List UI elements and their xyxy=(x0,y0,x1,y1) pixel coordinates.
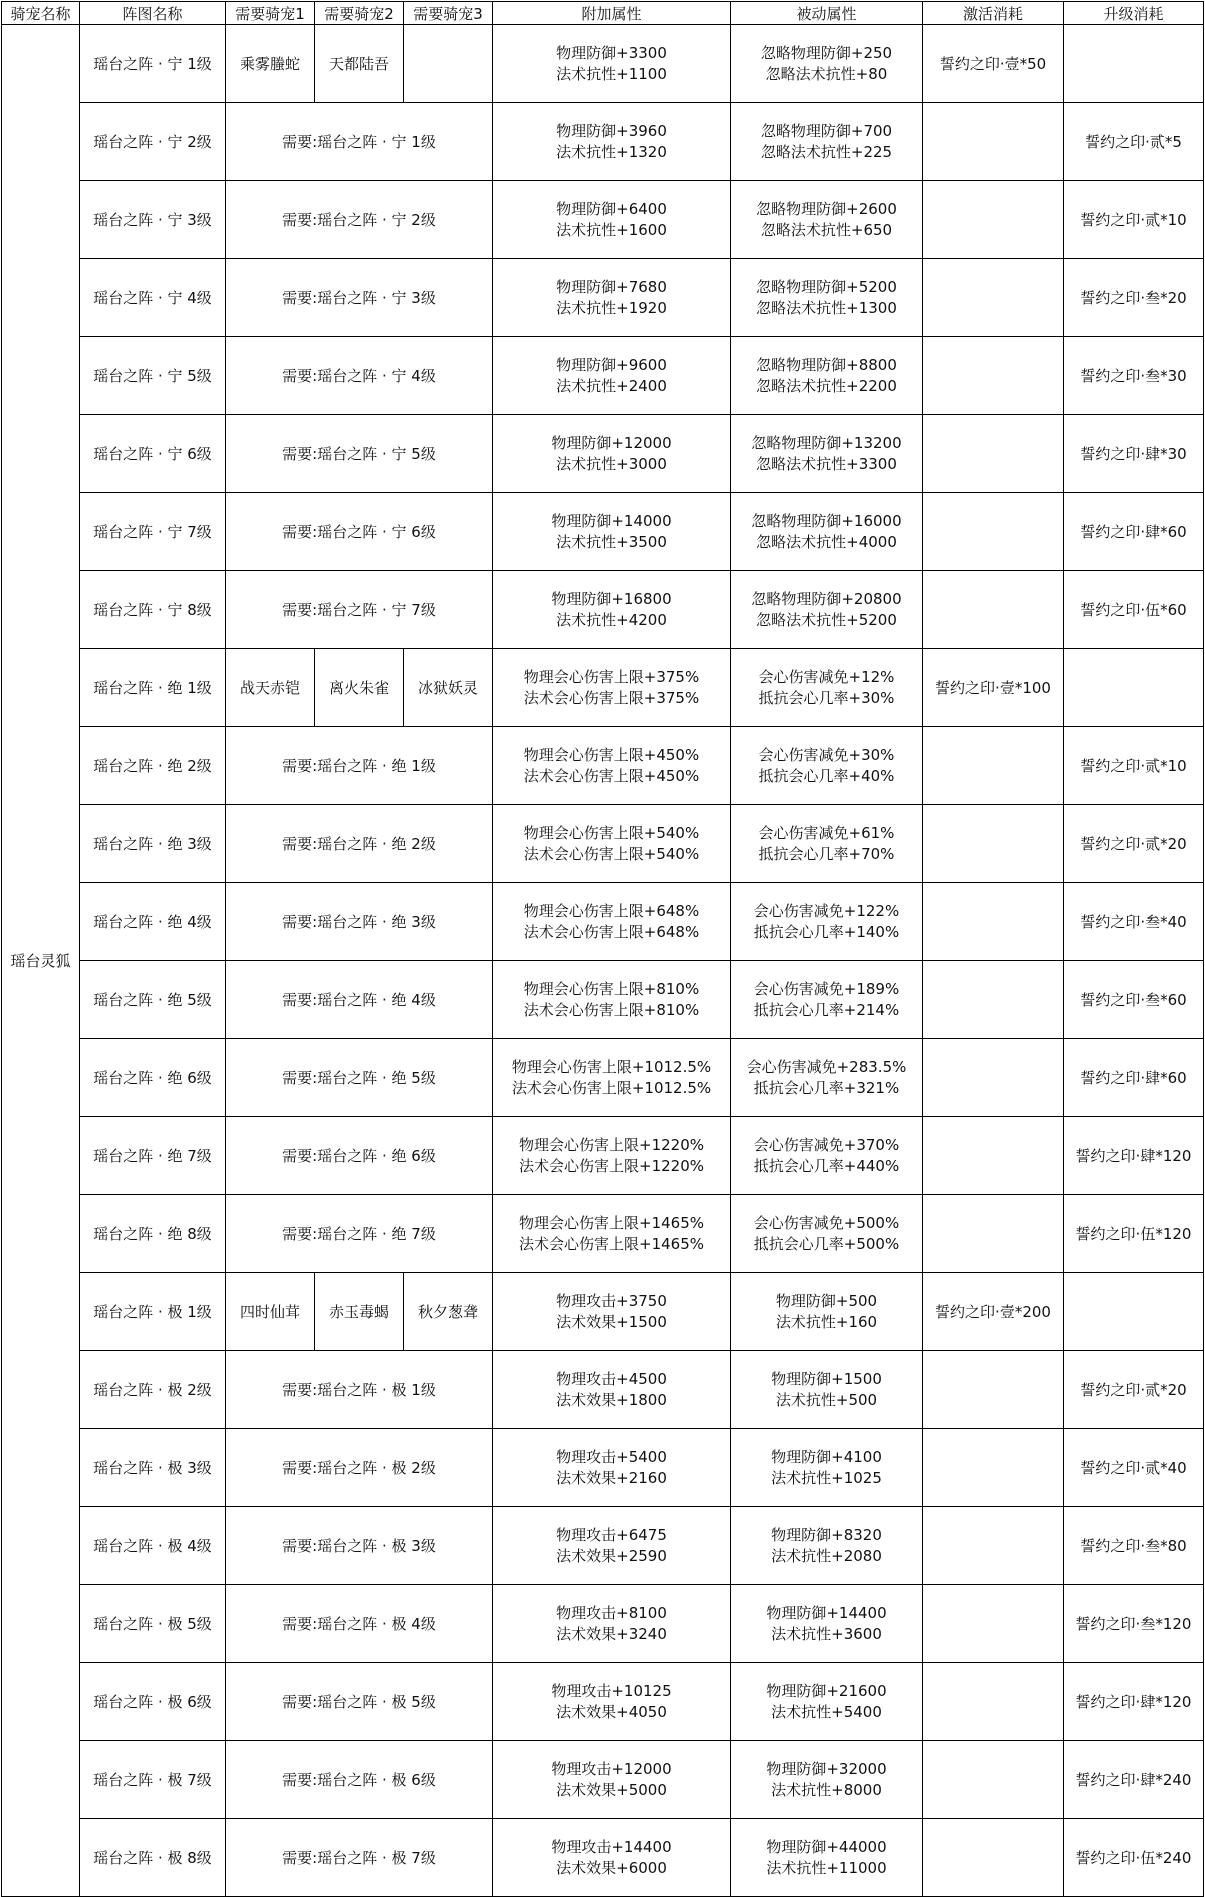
bonus-attributes xyxy=(493,1507,731,1585)
upgrade-cost: 誓约之印·肆*60 xyxy=(1064,493,1204,571)
activation-cost xyxy=(923,493,1064,571)
activation-cost xyxy=(923,1351,1064,1429)
passive-line: 会心伤害减免+283.5% xyxy=(746,1057,907,1076)
passive-attributes xyxy=(731,961,923,1039)
bonus-attributes xyxy=(493,415,731,493)
bonus-attributes xyxy=(493,649,731,727)
bonus-line: 物理会心伤害上限+810% xyxy=(523,979,700,998)
bonus-attributes xyxy=(493,1585,731,1663)
required-pet-2: 天都陆吾 xyxy=(315,25,404,103)
passive-attributes xyxy=(731,1117,923,1195)
upgrade-cost: 誓约之印·肆*120 xyxy=(1064,1663,1204,1741)
passive-attributes xyxy=(731,727,923,805)
header-required-pet-1: 需要骑宠1 xyxy=(226,2,315,25)
formation-name: 瑶台之阵 · 宁 7级 xyxy=(80,493,226,571)
passive-line: 物理防御+14400 xyxy=(766,1603,887,1622)
bonus-line: 物理会心伤害上限+1220% xyxy=(519,1135,704,1154)
bonus-line: 法术抗性+3500 xyxy=(556,532,667,551)
passive-line: 忽略物理防御+5200 xyxy=(756,277,897,296)
table-row xyxy=(2,571,1204,649)
bonus-line: 物理攻击+14400 xyxy=(551,1837,672,1856)
bonus-attributes xyxy=(493,727,731,805)
formation-name: 瑶台之阵 · 绝 4级 xyxy=(80,883,226,961)
activation-cost xyxy=(923,1195,1064,1273)
bonus-line: 法术效果+2590 xyxy=(556,1546,667,1565)
passive-line: 法术抗性+2080 xyxy=(771,1546,882,1565)
passive-line: 物理防御+500 xyxy=(775,1291,878,1310)
passive-line: 忽略物理防御+20800 xyxy=(751,589,902,608)
bonus-line: 法术会心伤害上限+648% xyxy=(523,922,700,941)
bonus-line: 物理防御+14000 xyxy=(551,511,672,530)
required-formation: 需要:瑶台之阵 · 极 7级 xyxy=(226,1819,493,1897)
activation-cost xyxy=(923,571,1064,649)
table-row xyxy=(2,1117,1204,1195)
passive-line: 法术抗性+500 xyxy=(775,1390,878,1409)
upgrade-cost xyxy=(1064,649,1204,727)
passive-attributes xyxy=(731,181,923,259)
passive-line: 抵抗会心几率+140% xyxy=(753,922,900,941)
bonus-line: 法术效果+1800 xyxy=(556,1390,667,1409)
bonus-line: 法术会心伤害上限+1465% xyxy=(519,1234,704,1253)
required-formation: 需要:瑶台之阵 · 宁 6级 xyxy=(226,493,493,571)
bonus-line: 物理攻击+8100 xyxy=(556,1603,667,1622)
bonus-line: 物理防御+3300 xyxy=(556,43,667,62)
passive-line: 抵抗会心几率+321% xyxy=(753,1078,900,1097)
formation-name: 瑶台之阵 · 绝 3级 xyxy=(80,805,226,883)
passive-line: 法术抗性+8000 xyxy=(771,1780,882,1799)
passive-line: 抵抗会心几率+70% xyxy=(758,844,895,863)
passive-line: 忽略物理防御+16000 xyxy=(751,511,902,530)
bonus-line: 法术会心伤害上限+375% xyxy=(523,688,700,707)
bonus-attributes xyxy=(493,1117,731,1195)
bonus-attributes xyxy=(493,883,731,961)
passive-line: 法术抗性+11000 xyxy=(766,1858,887,1877)
table-row xyxy=(2,883,1204,961)
table-row xyxy=(2,1039,1204,1117)
formation-table xyxy=(1,1,1204,1897)
upgrade-cost: 誓约之印·伍*240 xyxy=(1064,1819,1204,1897)
bonus-line: 物理会心伤害上限+540% xyxy=(523,823,700,842)
required-pet-1: 四时仙茸 xyxy=(226,1273,315,1351)
passive-attributes xyxy=(731,1663,923,1741)
bonus-attributes xyxy=(493,1819,731,1897)
formation-name: 瑶台之阵 · 宁 2级 xyxy=(80,103,226,181)
header-upgrade-cost: 升级消耗 xyxy=(1064,2,1204,25)
upgrade-cost: 誓约之印·肆*240 xyxy=(1064,1741,1204,1819)
required-pet-1: 战天赤铠 xyxy=(226,649,315,727)
formation-name: 瑶台之阵 · 宁 5级 xyxy=(80,337,226,415)
bonus-attributes xyxy=(493,1663,731,1741)
formation-name: 瑶台之阵 · 极 7级 xyxy=(80,1741,226,1819)
formation-name: 瑶台之阵 · 宁 8级 xyxy=(80,571,226,649)
bonus-line: 物理防御+7680 xyxy=(556,277,667,296)
passive-attributes xyxy=(731,883,923,961)
required-formation: 需要:瑶台之阵 · 极 4级 xyxy=(226,1585,493,1663)
bonus-line: 法术效果+3240 xyxy=(556,1624,667,1643)
bonus-line: 物理攻击+3750 xyxy=(556,1291,667,1310)
passive-line: 会心伤害减免+12% xyxy=(758,667,895,686)
passive-line: 法术抗性+160 xyxy=(775,1312,878,1331)
header-activation-cost: 激活消耗 xyxy=(923,2,1064,25)
required-pet-2: 离火朱雀 xyxy=(315,649,404,727)
passive-line: 忽略法术抗性+2200 xyxy=(756,376,897,395)
passive-attributes xyxy=(731,25,923,103)
bonus-attributes xyxy=(493,1195,731,1273)
bonus-line: 法术抗性+1600 xyxy=(556,220,667,239)
passive-line: 会心伤害减免+122% xyxy=(753,901,900,920)
bonus-attributes xyxy=(493,25,731,103)
passive-line: 会心伤害减免+61% xyxy=(758,823,895,842)
passive-attributes xyxy=(731,805,923,883)
formation-name: 瑶台之阵 · 极 8级 xyxy=(80,1819,226,1897)
upgrade-cost: 誓约之印·贰*20 xyxy=(1064,805,1204,883)
header-bonus-attributes: 附加属性 xyxy=(493,2,731,25)
required-formation: 需要:瑶台之阵 · 绝 4级 xyxy=(226,961,493,1039)
header-row xyxy=(2,2,1204,25)
passive-line: 抵抗会心几率+40% xyxy=(758,766,895,785)
bonus-line: 法术效果+5000 xyxy=(556,1780,667,1799)
passive-attributes xyxy=(731,1819,923,1897)
passive-line: 物理防御+32000 xyxy=(766,1759,887,1778)
activation-cost xyxy=(923,1741,1064,1819)
table-row xyxy=(2,961,1204,1039)
bonus-attributes xyxy=(493,337,731,415)
bonus-line: 物理会心伤害上限+1012.5% xyxy=(511,1057,712,1076)
bonus-attributes xyxy=(493,493,731,571)
passive-line: 忽略法术抗性+1300 xyxy=(756,298,897,317)
bonus-line: 法术会心伤害上限+1220% xyxy=(519,1156,704,1175)
bonus-line: 物理会心伤害上限+648% xyxy=(523,901,700,920)
upgrade-cost: 誓约之印·叁*60 xyxy=(1064,961,1204,1039)
upgrade-cost: 誓约之印·叁*20 xyxy=(1064,259,1204,337)
table-row xyxy=(2,25,1204,103)
required-pet-1: 乘雾螣蛇 xyxy=(226,25,315,103)
header-formation-name: 阵图名称 xyxy=(80,2,226,25)
passive-attributes xyxy=(731,1507,923,1585)
passive-attributes xyxy=(731,103,923,181)
bonus-line: 法术抗性+4200 xyxy=(556,610,667,629)
required-formation: 需要:瑶台之阵 · 极 1级 xyxy=(226,1351,493,1429)
bonus-line: 法术会心伤害上限+540% xyxy=(523,844,700,863)
bonus-line: 物理攻击+10125 xyxy=(551,1681,672,1700)
passive-line: 物理防御+8320 xyxy=(771,1525,882,1544)
upgrade-cost xyxy=(1064,25,1204,103)
activation-cost xyxy=(923,961,1064,1039)
activation-cost xyxy=(923,415,1064,493)
activation-cost xyxy=(923,1585,1064,1663)
activation-cost xyxy=(923,103,1064,181)
upgrade-cost: 誓约之印·贰*10 xyxy=(1064,181,1204,259)
bonus-line: 法术抗性+3000 xyxy=(556,454,667,473)
table-row xyxy=(2,337,1204,415)
bonus-attributes xyxy=(493,1039,731,1117)
upgrade-cost: 誓约之印·肆*30 xyxy=(1064,415,1204,493)
passive-line: 忽略法术抗性+3300 xyxy=(756,454,897,473)
upgrade-cost: 誓约之印·伍*60 xyxy=(1064,571,1204,649)
required-formation: 需要:瑶台之阵 · 极 2级 xyxy=(226,1429,493,1507)
bonus-line: 法术效果+4050 xyxy=(556,1702,667,1721)
passive-line: 会心伤害减免+500% xyxy=(753,1213,900,1232)
header-pet-name: 骑宠名称 xyxy=(2,2,80,25)
table-row xyxy=(2,1429,1204,1507)
table-row xyxy=(2,1819,1204,1897)
table-row xyxy=(2,1741,1204,1819)
table-row xyxy=(2,259,1204,337)
bonus-attributes xyxy=(493,805,731,883)
passive-attributes xyxy=(731,649,923,727)
bonus-line: 法术会心伤害上限+1012.5% xyxy=(511,1078,712,1097)
upgrade-cost: 誓约之印·贰*10 xyxy=(1064,727,1204,805)
required-formation: 需要:瑶台之阵 · 绝 1级 xyxy=(226,727,493,805)
passive-line: 忽略法术抗性+650 xyxy=(760,220,893,239)
passive-line: 忽略法术抗性+5200 xyxy=(756,610,897,629)
passive-attributes xyxy=(731,1273,923,1351)
activation-cost xyxy=(923,1117,1064,1195)
passive-line: 会心伤害减免+189% xyxy=(753,979,900,998)
required-formation: 需要:瑶台之阵 · 绝 7级 xyxy=(226,1195,493,1273)
upgrade-cost: 誓约之印·肆*120 xyxy=(1064,1117,1204,1195)
table-body xyxy=(2,25,1204,1897)
upgrade-cost: 誓约之印·叁*30 xyxy=(1064,337,1204,415)
required-pet-2: 赤玉毒蝎 xyxy=(315,1273,404,1351)
passive-line: 忽略法术抗性+80 xyxy=(765,64,888,83)
table-row xyxy=(2,805,1204,883)
required-formation: 需要:瑶台之阵 · 宁 4级 xyxy=(226,337,493,415)
table-row xyxy=(2,103,1204,181)
passive-attributes xyxy=(731,259,923,337)
required-formation: 需要:瑶台之阵 · 极 3级 xyxy=(226,1507,493,1585)
bonus-line: 物理攻击+4500 xyxy=(556,1369,667,1388)
upgrade-cost: 誓约之印·贰*20 xyxy=(1064,1351,1204,1429)
required-formation: 需要:瑶台之阵 · 绝 5级 xyxy=(226,1039,493,1117)
upgrade-cost xyxy=(1064,1273,1204,1351)
table-row xyxy=(2,1351,1204,1429)
formation-name: 瑶台之阵 · 绝 2级 xyxy=(80,727,226,805)
bonus-line: 法术效果+6000 xyxy=(556,1858,667,1877)
passive-attributes xyxy=(731,1039,923,1117)
bonus-line: 法术会心伤害上限+450% xyxy=(523,766,700,785)
bonus-line: 法术抗性+1320 xyxy=(556,142,667,161)
passive-line: 忽略物理防御+2600 xyxy=(756,199,897,218)
formation-name: 瑶台之阵 · 绝 5级 xyxy=(80,961,226,1039)
formation-name: 瑶台之阵 · 宁 4级 xyxy=(80,259,226,337)
header-required-pet-2: 需要骑宠2 xyxy=(315,2,404,25)
bonus-line: 物理防御+16800 xyxy=(551,589,672,608)
required-formation: 需要:瑶台之阵 · 宁 5级 xyxy=(226,415,493,493)
formation-name: 瑶台之阵 · 极 2级 xyxy=(80,1351,226,1429)
passive-line: 抵抗会心几率+30% xyxy=(758,688,895,707)
table-row xyxy=(2,1273,1204,1351)
bonus-line: 物理会心伤害上限+375% xyxy=(523,667,700,686)
activation-cost xyxy=(923,337,1064,415)
formation-name: 瑶台之阵 · 绝 6级 xyxy=(80,1039,226,1117)
activation-cost xyxy=(923,1429,1064,1507)
required-formation: 需要:瑶台之阵 · 极 6级 xyxy=(226,1741,493,1819)
passive-line: 忽略法术抗性+225 xyxy=(760,142,893,161)
passive-line: 会心伤害减免+30% xyxy=(758,745,895,764)
activation-cost xyxy=(923,1507,1064,1585)
bonus-line: 物理攻击+6475 xyxy=(556,1525,667,1544)
bonus-line: 法术抗性+1920 xyxy=(556,298,667,317)
bonus-attributes xyxy=(493,103,731,181)
upgrade-cost: 誓约之印·叁*80 xyxy=(1064,1507,1204,1585)
required-pet-3: 冰狱妖灵 xyxy=(404,649,493,727)
upgrade-cost: 誓约之印·肆*60 xyxy=(1064,1039,1204,1117)
upgrade-cost: 誓约之印·贰*5 xyxy=(1064,103,1204,181)
pet-name-cell: 瑶台灵狐 xyxy=(2,25,80,1897)
passive-attributes xyxy=(731,571,923,649)
bonus-line: 物理防御+9600 xyxy=(556,355,667,374)
table-row xyxy=(2,727,1204,805)
activation-cost xyxy=(923,805,1064,883)
formation-name: 瑶台之阵 · 极 3级 xyxy=(80,1429,226,1507)
passive-line: 物理防御+1500 xyxy=(771,1369,882,1388)
upgrade-cost: 誓约之印·伍*120 xyxy=(1064,1195,1204,1273)
formation-name: 瑶台之阵 · 绝 1级 xyxy=(80,649,226,727)
upgrade-cost: 誓约之印·叁*120 xyxy=(1064,1585,1204,1663)
required-formation: 需要:瑶台之阵 · 宁 1级 xyxy=(226,103,493,181)
header-passive-attributes: 被动属性 xyxy=(731,2,923,25)
bonus-attributes xyxy=(493,259,731,337)
bonus-line: 法术抗性+1100 xyxy=(556,64,667,83)
formation-name: 瑶台之阵 · 宁 3级 xyxy=(80,181,226,259)
passive-attributes xyxy=(731,1585,923,1663)
passive-line: 抵抗会心几率+214% xyxy=(753,1000,900,1019)
passive-line: 忽略法术抗性+4000 xyxy=(756,532,897,551)
table-row xyxy=(2,415,1204,493)
activation-cost xyxy=(923,1819,1064,1897)
formation-name: 瑶台之阵 · 极 6级 xyxy=(80,1663,226,1741)
passive-attributes xyxy=(731,493,923,571)
passive-line: 忽略物理防御+700 xyxy=(760,121,893,140)
bonus-attributes xyxy=(493,1429,731,1507)
bonus-line: 物理攻击+5400 xyxy=(556,1447,667,1466)
passive-attributes xyxy=(731,415,923,493)
bonus-line: 物理防御+6400 xyxy=(556,199,667,218)
activation-cost: 誓约之印·壹*200 xyxy=(923,1273,1064,1351)
passive-line: 忽略物理防御+8800 xyxy=(756,355,897,374)
bonus-attributes xyxy=(493,1741,731,1819)
bonus-line: 法术效果+1500 xyxy=(556,1312,667,1331)
bonus-line: 物理防御+3960 xyxy=(556,121,667,140)
table-row xyxy=(2,1195,1204,1273)
bonus-line: 物理攻击+12000 xyxy=(551,1759,672,1778)
passive-line: 抵抗会心几率+500% xyxy=(753,1234,900,1253)
passive-attributes xyxy=(731,337,923,415)
table-row xyxy=(2,1507,1204,1585)
required-formation: 需要:瑶台之阵 · 极 5级 xyxy=(226,1663,493,1741)
formation-name: 瑶台之阵 · 绝 8级 xyxy=(80,1195,226,1273)
passive-line: 法术抗性+1025 xyxy=(771,1468,882,1487)
formation-name: 瑶台之阵 · 绝 7级 xyxy=(80,1117,226,1195)
required-pet-3 xyxy=(404,25,493,103)
passive-line: 忽略物理防御+250 xyxy=(760,43,893,62)
bonus-line: 物理防御+12000 xyxy=(551,433,672,452)
passive-attributes xyxy=(731,1351,923,1429)
passive-line: 法术抗性+3600 xyxy=(771,1624,882,1643)
bonus-attributes xyxy=(493,571,731,649)
passive-line: 物理防御+4100 xyxy=(771,1447,882,1466)
required-formation: 需要:瑶台之阵 · 宁 2级 xyxy=(226,181,493,259)
activation-cost xyxy=(923,727,1064,805)
header-required-pet-3: 需要骑宠3 xyxy=(404,2,493,25)
formation-name: 瑶台之阵 · 宁 6级 xyxy=(80,415,226,493)
bonus-line: 法术抗性+2400 xyxy=(556,376,667,395)
table-row xyxy=(2,649,1204,727)
activation-cost: 誓约之印·壹*50 xyxy=(923,25,1064,103)
table-row xyxy=(2,1585,1204,1663)
passive-line: 抵抗会心几率+440% xyxy=(753,1156,900,1175)
formation-name: 瑶台之阵 · 极 4级 xyxy=(80,1507,226,1585)
bonus-attributes xyxy=(493,1351,731,1429)
passive-line: 物理防御+21600 xyxy=(766,1681,887,1700)
activation-cost xyxy=(923,1663,1064,1741)
upgrade-cost: 誓约之印·贰*40 xyxy=(1064,1429,1204,1507)
required-pet-3: 秋夕葱聋 xyxy=(404,1273,493,1351)
passive-line: 物理防御+44000 xyxy=(766,1837,887,1856)
bonus-attributes xyxy=(493,1273,731,1351)
bonus-line: 物理会心伤害上限+1465% xyxy=(519,1213,704,1232)
activation-cost xyxy=(923,1039,1064,1117)
required-formation: 需要:瑶台之阵 · 绝 2级 xyxy=(226,805,493,883)
required-formation: 需要:瑶台之阵 · 绝 6级 xyxy=(226,1117,493,1195)
formation-name: 瑶台之阵 · 极 5级 xyxy=(80,1585,226,1663)
formation-name: 瑶台之阵 · 宁 1级 xyxy=(80,25,226,103)
required-formation: 需要:瑶台之阵 · 宁 3级 xyxy=(226,259,493,337)
bonus-attributes xyxy=(493,181,731,259)
passive-line: 法术抗性+5400 xyxy=(771,1702,882,1721)
table-row xyxy=(2,181,1204,259)
passive-line: 会心伤害减免+370% xyxy=(753,1135,900,1154)
activation-cost xyxy=(923,259,1064,337)
passive-attributes xyxy=(731,1429,923,1507)
table-row xyxy=(2,1663,1204,1741)
bonus-line: 法术会心伤害上限+810% xyxy=(523,1000,700,1019)
formation-name: 瑶台之阵 · 极 1级 xyxy=(80,1273,226,1351)
passive-attributes xyxy=(731,1741,923,1819)
activation-cost: 誓约之印·壹*100 xyxy=(923,649,1064,727)
bonus-line: 物理会心伤害上限+450% xyxy=(523,745,700,764)
passive-attributes xyxy=(731,1195,923,1273)
passive-line: 忽略物理防御+13200 xyxy=(751,433,902,452)
activation-cost xyxy=(923,883,1064,961)
table-row xyxy=(2,493,1204,571)
upgrade-cost: 誓约之印·叁*40 xyxy=(1064,883,1204,961)
bonus-line: 法术效果+2160 xyxy=(556,1468,667,1487)
required-formation: 需要:瑶台之阵 · 绝 3级 xyxy=(226,883,493,961)
activation-cost xyxy=(923,181,1064,259)
required-formation: 需要:瑶台之阵 · 宁 7级 xyxy=(226,571,493,649)
bonus-attributes xyxy=(493,961,731,1039)
